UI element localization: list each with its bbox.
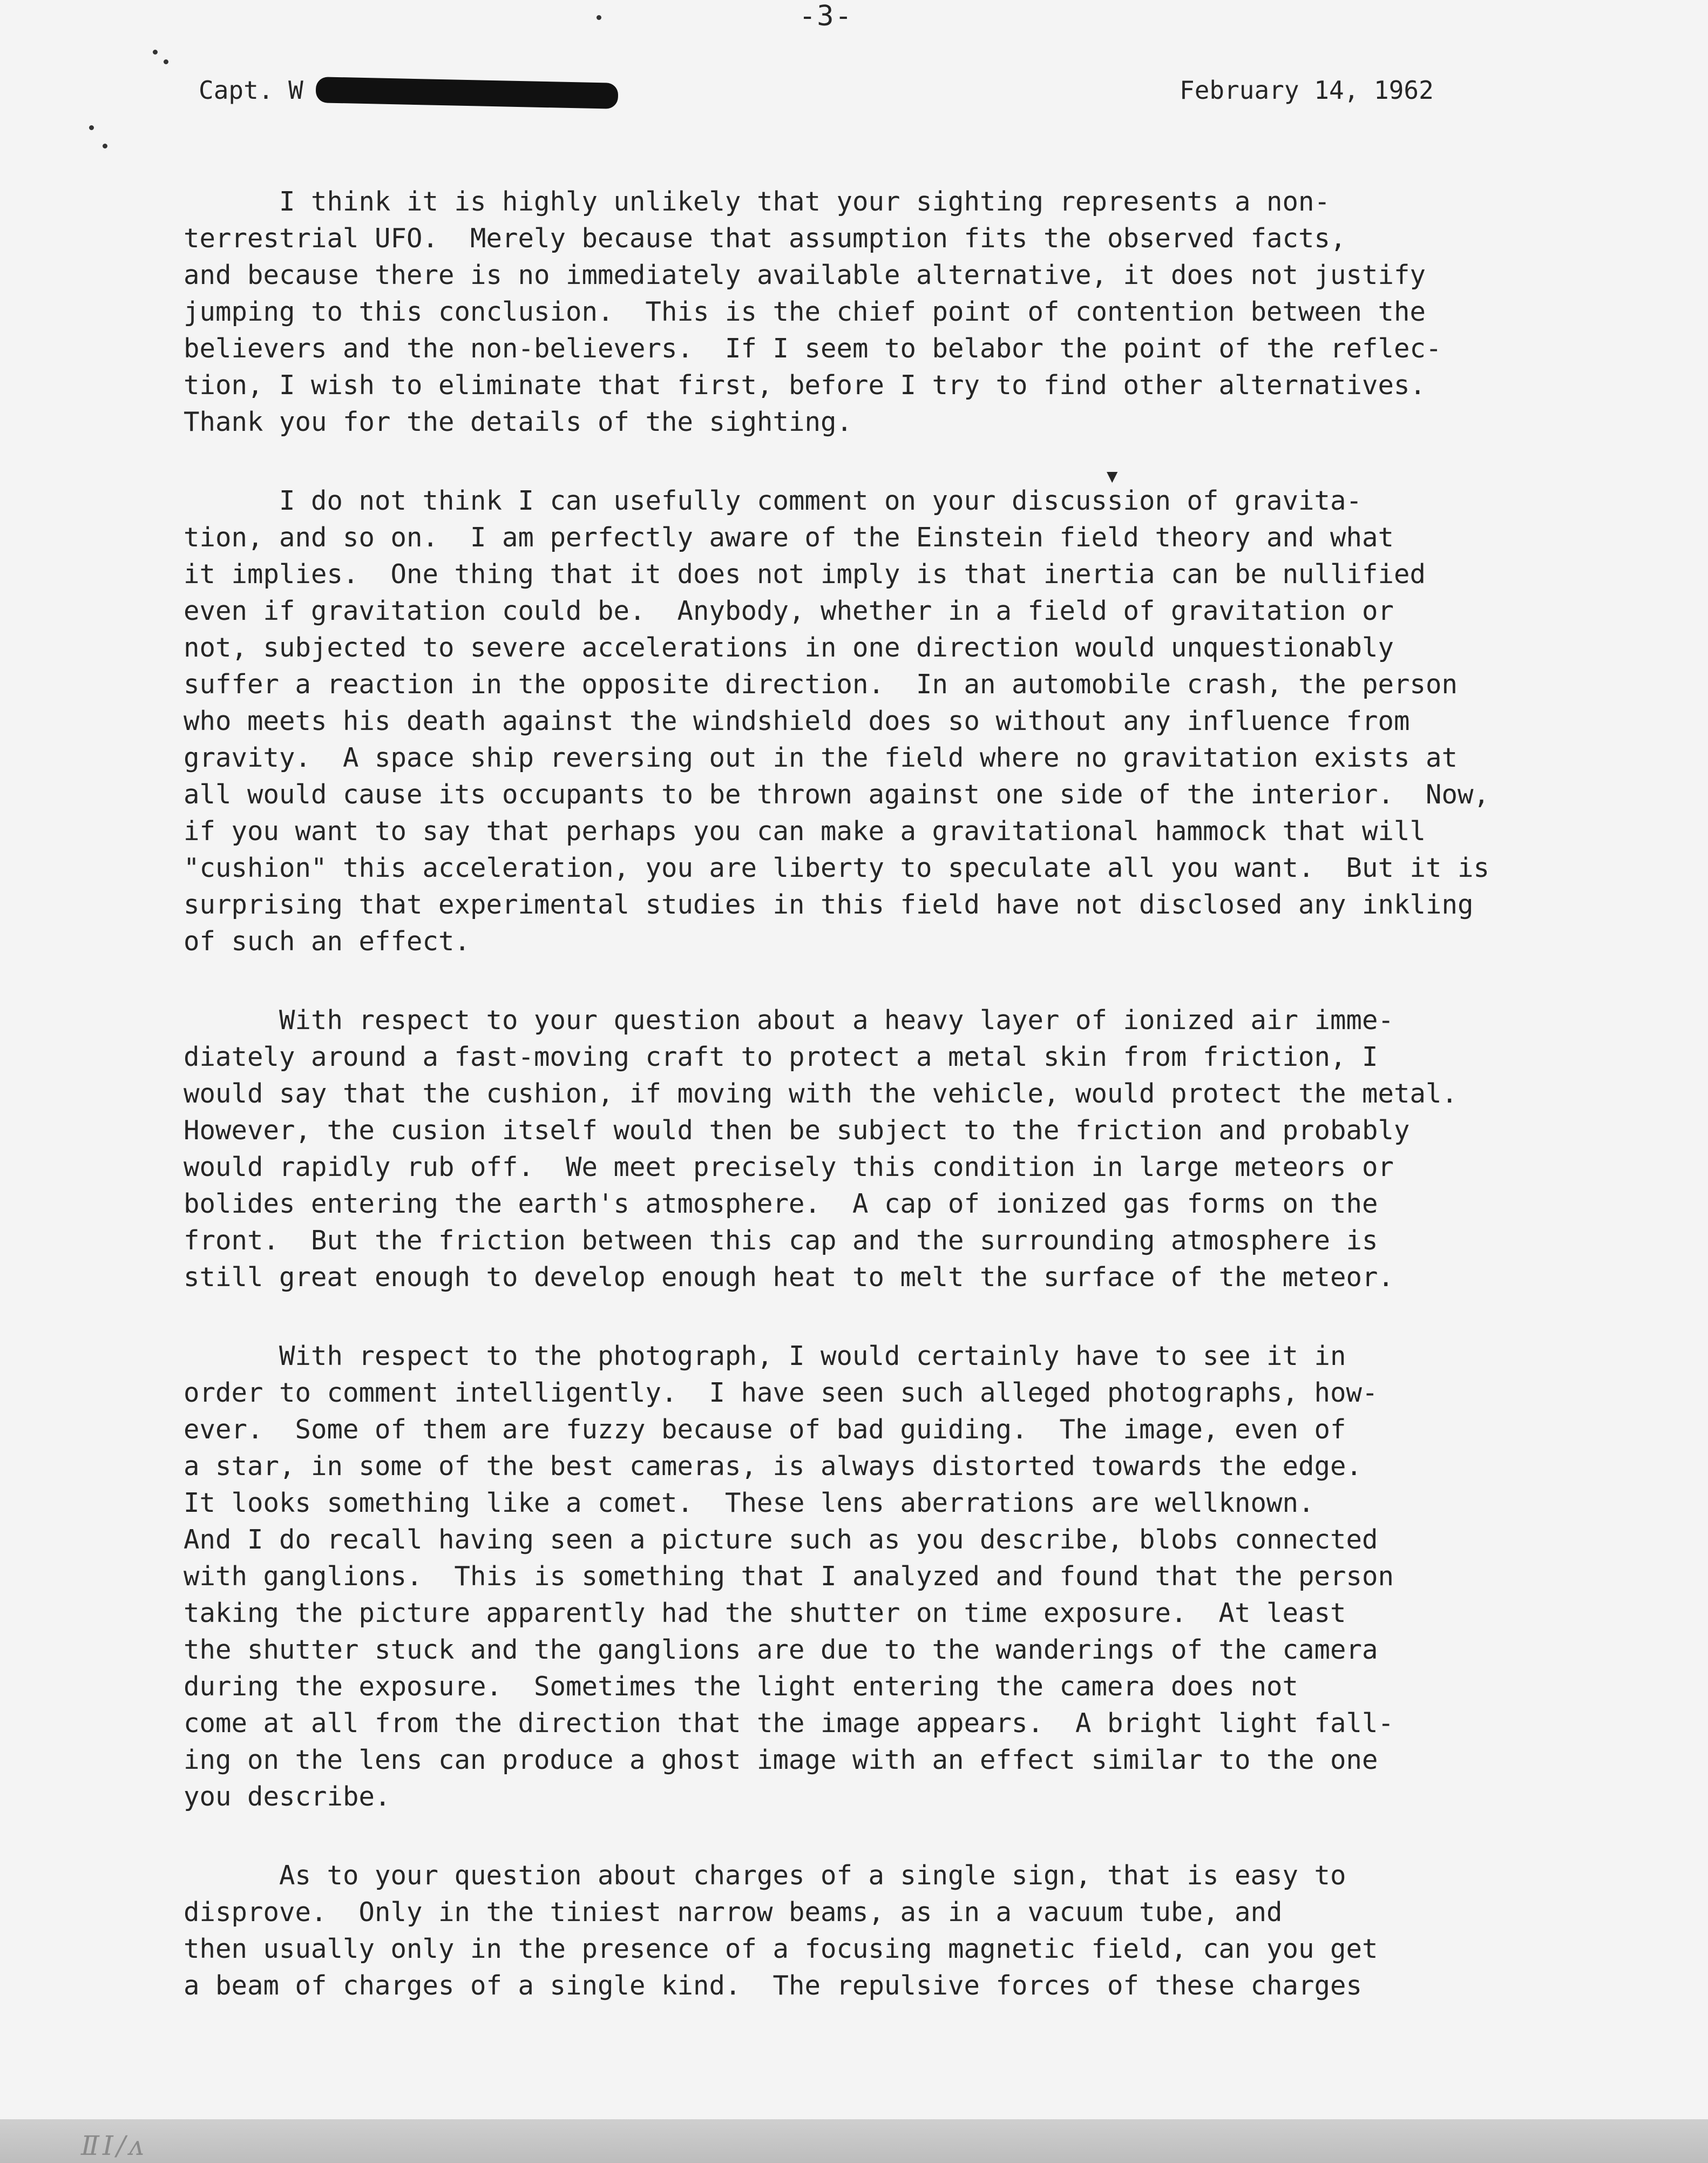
text-line: It looks something like a comet. These lens aberrations are wellknown. bbox=[184, 1488, 1314, 1518]
scan-speck bbox=[597, 15, 601, 20]
recipient-salutation: Capt. W bbox=[199, 76, 303, 105]
text-line: during the exposure. Sometimes the light entering the camera does not bbox=[184, 1671, 1299, 1702]
text-line: even if gravitation could be. Anybody, whether in a field of gravitation or bbox=[184, 596, 1394, 626]
text-line: With respect to the photograph, I would certainly have to see it in bbox=[184, 1341, 1346, 1371]
text-line: of such an effect. bbox=[184, 926, 471, 957]
text-line: it implies. One thing that it does not imply is that inertia can be nullified bbox=[184, 559, 1426, 590]
text-line: With respect to your question about a heavy layer of ionized air imme- bbox=[184, 1005, 1394, 1036]
text-line: surprising that experimental studies in this field have not disclosed any inkling bbox=[184, 889, 1474, 920]
text-line: come at all from the direction that the image appears. A bright light fall- bbox=[184, 1708, 1394, 1739]
text-line: with ganglions. This is something that I analyzed and found that the person bbox=[184, 1561, 1394, 1592]
text-line: would say that the cushion, if moving with the vehicle, would protect the metal. bbox=[184, 1078, 1458, 1109]
text-line: ever. Some of them are fuzzy because of bad guiding. The image, even of bbox=[184, 1414, 1346, 1445]
letter-paragraph bbox=[184, 184, 1522, 441]
letter-paragraph bbox=[184, 1002, 1522, 1296]
text-line: believers and the non-believers. If I seem to belabor the point of the reflec- bbox=[184, 333, 1442, 364]
text-line: all would cause its occupants to be thrown against one side of the interior. Now, bbox=[184, 779, 1490, 810]
letter-header bbox=[0, 76, 1708, 119]
text-line: would rapidly rub off. We meet precisely this condition in large meteors or bbox=[184, 1152, 1394, 1182]
text-line: a star, in some of the best cameras, is always distorted towards the edge. bbox=[184, 1451, 1363, 1482]
text-line: diately around a fast-moving craft to protect a metal skin from friction, I bbox=[184, 1042, 1378, 1072]
stray-ink-mark: ▼ bbox=[1107, 465, 1118, 487]
text-line: suffer a reaction in the opposite direction. In an automobile crash, the person bbox=[184, 669, 1458, 700]
text-line: taking the picture apparently had the shutter on time exposure. At least bbox=[184, 1598, 1346, 1628]
text-line: not, subjected to severe accelerations in one direction would unquestionably bbox=[184, 632, 1394, 663]
scan-bottom-edge bbox=[0, 2119, 1708, 2163]
text-line: still great enough to develop enough heat to melt the surface of the meteor. bbox=[184, 1262, 1394, 1293]
text-line: As to your question about charges of a single sign, that is easy to bbox=[184, 1860, 1346, 1891]
text-line: and because there is no immediately available alternative, it does not justify bbox=[184, 260, 1426, 290]
scan-speck bbox=[164, 59, 168, 64]
redaction-bar bbox=[316, 77, 619, 109]
text-line: the shutter stuck and the ganglions are due to the wanderings of the camera bbox=[184, 1634, 1378, 1665]
scan-speck bbox=[89, 125, 94, 130]
letter-date: February 14, 1962 bbox=[1180, 76, 1434, 105]
text-line: "cushion" this acceleration, you are liberty to speculate all you want. But it is bbox=[184, 853, 1490, 883]
text-line: front. But the friction between this cap and the surrounding atmosphere is bbox=[184, 1225, 1378, 1256]
letter-paragraph bbox=[184, 1338, 1522, 1815]
scan-speck bbox=[153, 50, 158, 55]
text-line: I do not think I can usefully comment on your discussion of gravita- bbox=[184, 485, 1363, 516]
text-line: terrestrial UFO. Merely because that assumption fits the observed facts, bbox=[184, 223, 1346, 254]
text-line: I think it is highly unlikely that your sighting represents a non- bbox=[184, 186, 1331, 217]
text-line: then usually only in the presence of a focusing magnetic field, can you get bbox=[184, 1934, 1378, 1964]
text-line: ing on the lens can produce a ghost image with an effect similar to the one bbox=[184, 1745, 1378, 1775]
text-line: order to comment intelligently. I have seen such alleged photographs, how- bbox=[184, 1377, 1378, 1408]
letter-body bbox=[184, 184, 1522, 2046]
text-line: if you want to say that perhaps you can make a gravitational hammock that will bbox=[184, 816, 1426, 847]
text-line: gravity. A space ship reversing out in the field where no gravitation exists at bbox=[184, 742, 1458, 773]
letter-paragraph bbox=[184, 483, 1522, 960]
text-line: And I do recall having seen a picture such as you describe, blobs connected bbox=[184, 1524, 1378, 1555]
text-line: tion, and so on. I am perfectly aware of the Einstein field theory and what bbox=[184, 522, 1394, 553]
text-line: tion, I wish to eliminate that first, before I try to find other alternatives. bbox=[184, 370, 1426, 401]
text-line: you describe. bbox=[184, 1781, 391, 1812]
handwritten-mark: ⅡⅠ/ᴧ bbox=[81, 2130, 147, 2161]
text-line: a beam of charges of a single kind. The repulsive forces of these charges bbox=[184, 1970, 1363, 2001]
scan-speck bbox=[103, 144, 107, 148]
text-line: who meets his death against the windshield does so without any influence from bbox=[184, 706, 1410, 736]
text-line: bolides entering the earth's atmosphere. A cap of ionized gas forms on the bbox=[184, 1188, 1378, 1219]
text-line: Thank you for the details of the sighting. bbox=[184, 407, 853, 437]
text-line: jumping to this conclusion. This is the chief point of contention between the bbox=[184, 296, 1426, 327]
text-line: However, the cusion itself would then be subject to the friction and probably bbox=[184, 1115, 1410, 1146]
page-number: -3- bbox=[799, 0, 853, 32]
text-line: disprove. Only in the tiniest narrow beams, as in a vacuum tube, and bbox=[184, 1897, 1283, 1928]
letter-paragraph bbox=[184, 1857, 1522, 2004]
